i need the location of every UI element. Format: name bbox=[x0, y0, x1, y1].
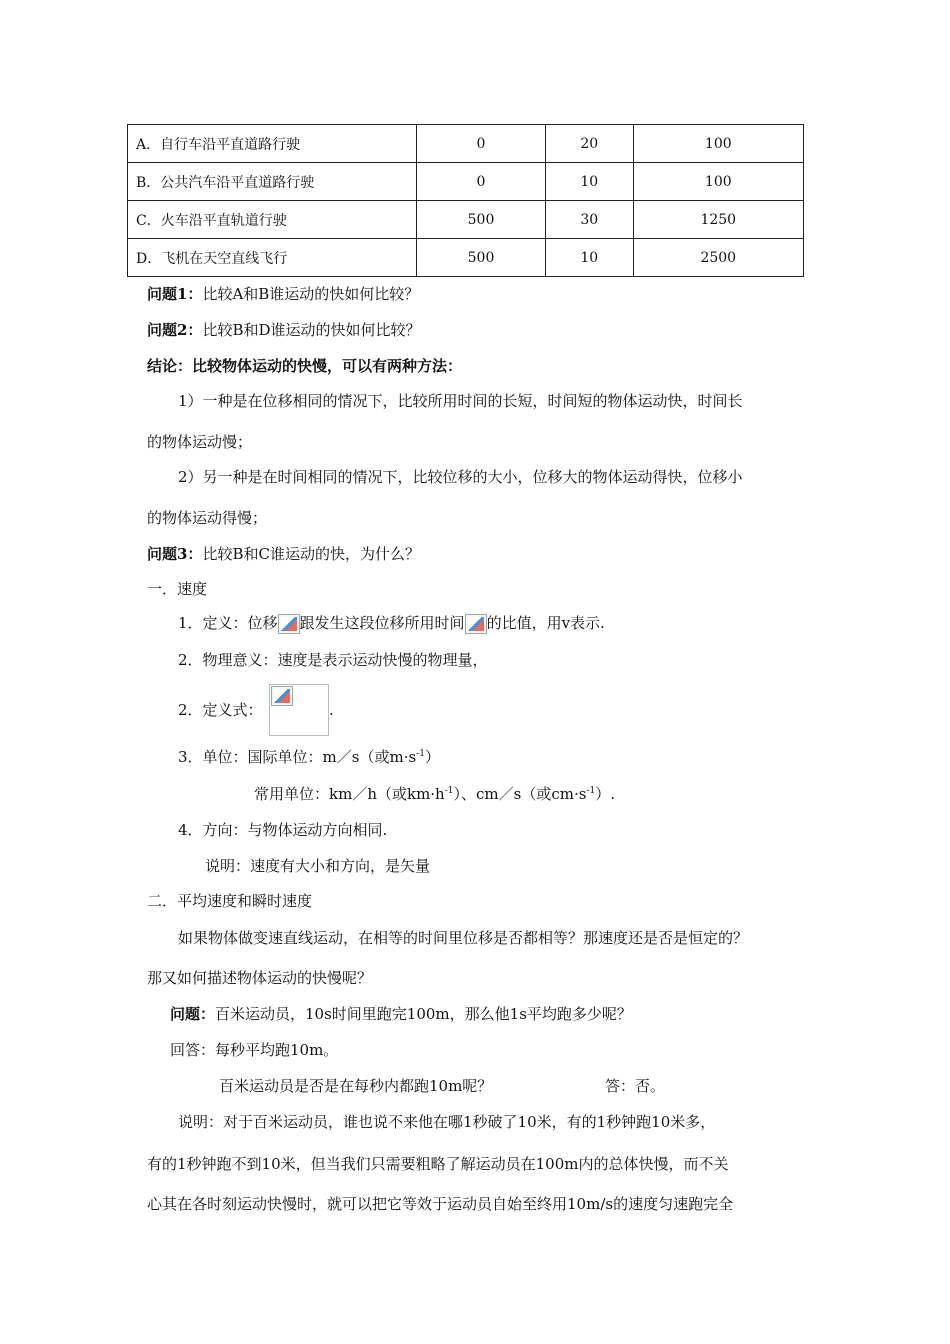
conclusion-heading: 结论：比较物体运动的快慢，可以有两种方法： bbox=[147, 357, 463, 375]
unit-superscript: -1 bbox=[444, 786, 454, 796]
method-2-line-1: 2）另一种是在时间相同的情况下，比较位移的大小，位移大的物体运动得快，位移小 bbox=[178, 468, 743, 486]
question-2-text: 比较B和D谁运动的快如何比较？ bbox=[202, 321, 421, 339]
table-cell-label: B．公共汽车沿平直道路行驶 bbox=[128, 163, 417, 201]
sprinter-question bbox=[170, 1004, 632, 1024]
broken-image-icon bbox=[271, 686, 293, 706]
section-1-title: 一．速度 bbox=[147, 580, 208, 598]
table-cell-label: C．火车沿平直轨道行驶 bbox=[128, 201, 417, 239]
motion-table bbox=[127, 124, 804, 277]
table-cell-label: A．自行车沿平直道路行驶 bbox=[128, 125, 417, 163]
unit-international bbox=[178, 747, 440, 767]
definition-part-1: 1．定义：位移 bbox=[178, 614, 278, 632]
sprinter-answer: 回答：每秒平均跑10m。 bbox=[170, 1041, 339, 1059]
question-3 bbox=[147, 544, 420, 564]
table-cell: 20 bbox=[546, 125, 634, 163]
unit-international-end: ） bbox=[424, 748, 440, 766]
unit-superscript: -1 bbox=[416, 749, 425, 759]
table-row bbox=[128, 239, 804, 277]
definition-part-2: 跟发生这段位移所用时间 bbox=[299, 614, 465, 632]
explanation-line-1: 说明：对于百米运动员，谁也说不来他在哪1秒破了10米，有的1秒钟跑10米多， bbox=[178, 1113, 716, 1131]
question-3-text: 比较B和C谁运动的快，为什么？ bbox=[202, 545, 420, 563]
physical-meaning: 2．物理意义：速度是表示运动快慢的物理量， bbox=[178, 651, 488, 669]
each-second-question: 百米运动员是否是在每秒内都跑10m呢？ bbox=[219, 1077, 493, 1095]
question-2-label: 问题2： bbox=[147, 321, 203, 339]
definition-line bbox=[178, 613, 605, 634]
question-1-label: 问题1： bbox=[147, 285, 203, 303]
question-2 bbox=[147, 320, 421, 340]
unit-common-end: ）. bbox=[595, 785, 615, 803]
formula-image bbox=[269, 684, 329, 736]
table-cell: 1250 bbox=[633, 201, 803, 239]
unit-common bbox=[254, 784, 615, 804]
table-cell: 30 bbox=[546, 201, 634, 239]
table-row bbox=[128, 163, 804, 201]
unit-superscript: -1 bbox=[586, 786, 596, 796]
unit-common-text: 常用单位：km／h（或km·h bbox=[254, 785, 445, 803]
table-cell: 10 bbox=[546, 163, 634, 201]
table-cell: 2500 bbox=[633, 239, 803, 277]
displacement-formula-image-icon bbox=[278, 614, 300, 634]
question-3-label: 问题3： bbox=[147, 545, 203, 563]
each-second-answer: 答：否。 bbox=[605, 1077, 666, 1095]
direction-line: 4．方向：与物体运动方向相同. bbox=[178, 821, 388, 839]
table-row bbox=[128, 201, 804, 239]
sprinter-question-label: 问题： bbox=[170, 1005, 216, 1023]
table-cell: 10 bbox=[546, 239, 634, 277]
method-2-line-2: 的物体运动得慢； bbox=[147, 509, 268, 527]
vector-note: 说明：速度有大小和方向，是矢量 bbox=[205, 857, 431, 875]
unit-international-text: 3．单位：国际单位：m／s（或m·s bbox=[178, 748, 417, 766]
table-cell: 500 bbox=[417, 239, 546, 277]
question-1 bbox=[147, 284, 419, 304]
formula-label: 2．定义式： bbox=[178, 701, 263, 719]
formula-end: . bbox=[329, 701, 334, 719]
table-cell: 100 bbox=[633, 163, 803, 201]
method-1-line-1: 1）一种是在位移相同的情况下，比较所用时间的长短，时间短的物体运动快，时间长 bbox=[178, 392, 743, 410]
method-1-line-2: 的物体运动慢； bbox=[147, 433, 253, 451]
question-1-text: 比较A和B谁运动的快如何比较？ bbox=[202, 285, 420, 303]
definition-part-3: 的比值，用v表示. bbox=[486, 614, 605, 632]
table-row bbox=[128, 125, 804, 163]
explanation-line-2: 有的1秒钟跑不到10米，但当我们只需要粗略了解运动员在100m内的总体快慢，而不关 bbox=[147, 1155, 729, 1173]
explanation-line-3: 心其在各时刻运动快慢时，就可以把它等效于运动员自始至终用10m/s的速度匀速跑完全 bbox=[147, 1195, 734, 1213]
table-cell: 0 bbox=[417, 163, 546, 201]
table-cell: 100 bbox=[633, 125, 803, 163]
section-2-para-line-2: 那又如何描述物体运动的快慢呢？ bbox=[147, 969, 373, 987]
table-cell: 0 bbox=[417, 125, 546, 163]
sprinter-question-text: 百米运动员，10s时间里跑完100m，那么他1s平均跑多少呢？ bbox=[215, 1005, 632, 1023]
time-formula-image-icon bbox=[465, 614, 487, 634]
table-cell: 500 bbox=[417, 201, 546, 239]
section-2-para-line-1: 如果物体做变速直线运动，在相等的时间里位移是否都相等？那速度还是否是恒定的？ bbox=[178, 929, 749, 947]
section-2-title: 二．平均速度和瞬时速度 bbox=[147, 892, 313, 910]
table-cell-label: D．飞机在天空直线飞行 bbox=[128, 239, 417, 277]
unit-common-text-2: ）、cm／s（或cm·s bbox=[453, 785, 587, 803]
